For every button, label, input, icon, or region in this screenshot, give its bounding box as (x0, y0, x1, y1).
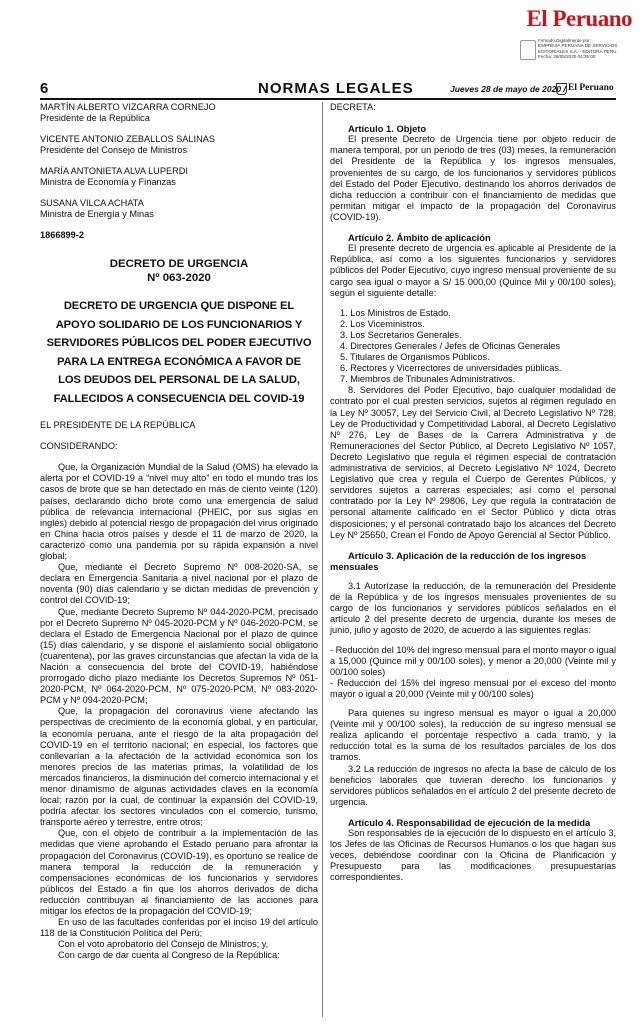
signatory-name: SUSANA VILCA ACHATA (40, 198, 144, 208)
list-item: 3. Los Secretarios Generales. (340, 329, 462, 340)
article-4-text: Son responsables de la ejecución de lo dispuesto en el artículo 3, los Jefes de las Oficinas de Recursos Humanos o los que hagan sus veces, debiéndose coordinar con la Oficina de Planificación y Presupuesto para las modificaciones presupuestarias correspondientes. (330, 828, 616, 883)
signatory-name: MARTÍN ALBERTO VIZCARRA CORNEJO (40, 102, 216, 112)
signatory-role: Presidente de la República (40, 113, 150, 123)
article-2-text: El presente decreto de urgencia es aplicable al Presidente de la República, así como a los siguientes funcionarios y servidores públicos del Poder Ejecutivo, cuyo ingreso mensual proveniente de su cargo sea igual o mayor a S/ 15 000,00 (Quince Mil y 00/100 soles), según el siguiente detalle: (330, 243, 616, 298)
list-item: 6. Rectores y Vicerrectores de universidades públicas. (340, 363, 562, 374)
article-4-title: Artículo 4. Responsabilidad de ejecución de la medida (348, 816, 591, 828)
page-number: 6 (40, 80, 49, 97)
page-header (40, 80, 616, 100)
signature-line: Firmado Digitalmente por: (538, 38, 591, 43)
decree-number: Nº 063-2020 (147, 272, 211, 285)
list-item: 5. Titulares de Organismos Públicos. (340, 352, 490, 363)
digital-signature-icon (520, 40, 536, 60)
article-3-paragraph: Para quienes su ingreso mensual es mayor o igual a 20,000 (Veinte mil y 00/100 soles), la reducción de su ingreso mensual se realiza aplicando el porcentaje respectivo a cada tramo, y la reducción total es la suma de los resultados parciales de los dos tramos. (330, 708, 616, 763)
article-2-title: Artículo 2. Ámbito de aplicación (348, 232, 491, 244)
considerando-paragraph: Que, mediante Decreto Supremo Nº 044-2020-PCM, precisado por el Decreto Supremo Nº 045-2020-PCM y Nº 046-2020-PCM, se declara el Estado de Emergencia Nacional por el plazo de quince (15) días calendario, y se dispone el aislamiento social obligatorio (cuarentena), por las graves circunstancias que afectan la vida de la Nación a consecuencia del brote del COVID-19, habiéndose prorrogado dicho plazo mediante los Decretos Supremos Nº 051-2020-PCM, Nº 064-2020-PCM, Nº 075-2020-PCM, Nº 083-2020-PCM y Nº 094-2020-PCM; (40, 606, 318, 706)
digital-signature-block (538, 38, 638, 60)
decree-title-line: DECRETO DE URGENCIA QUE DISPONE EL (63, 300, 295, 313)
article-1-title: Artículo 1. Objeto (348, 123, 427, 135)
list-item: 1. Los Ministros de Estado. (340, 307, 451, 318)
considerando-paragraph: Que, la Organización Mundial de la Salud (OMS) ha elevado la alerta por el COVID-19 a “nivel muy alto” en todo el mundo tras los casos de brote que se han detectado en más de ciento veinte (120) países, declarando dicho brote como una emergencia de salud pública de relevancia internacional (PHEIC, por sus siglas en inglés) debido al potencial riesgo de propagación del virus originado en China hacia otros países y desde el 11 de marzo de 2020, la caracterizó como una pandemia por su rápida expansión a nivel global; (40, 462, 318, 562)
list-item: 4. Directores Generales / Jefes de Oficinas Generales (340, 341, 561, 351)
considerando-paragraph: Con cargo de dar cuenta al Congreso de la República: (58, 950, 280, 961)
signature-line: EMPRESA PERUANA DE SERVICIOS (538, 43, 618, 49)
signatory-role: Presidente del Consejo de Ministros (40, 145, 188, 155)
signature-line: EDITORIALES S.A. - EDITORA PERU (538, 48, 617, 54)
decree-title-line: FALLECIDOS A CONSECUENCIA DEL COVID-19 (53, 392, 305, 405)
list-item: 7. Miembros de Tribunales Administrativos. (340, 374, 516, 385)
crest-icon (556, 83, 567, 95)
decree-type: DECRETO DE URGENCIA (109, 258, 249, 271)
list-item-8: 8. Servidores del Poder Ejecutivo, bajo cualquier modalidad de contrato por el cual presten servicios, sujetos al régimen regulado en la Ley Nº 30057, Ley del Servicio Civil, al Decreto Legislativo Nº 728, Ley de Productividad y Competitividad Laboral, al Decreto Legislativo Nº 276, Ley de Bases de la Carrera Administrativa y de Remuneraciones del Sector Público, al Decreto Legislativo Nº 1057, Decreto Legislativo que regula el régimen especial de contratación administrativa de servicios, al Decreto Legislativo Nº 1024, Decreto Legislativo que crea y regula el Cuerpo de Gerentes Públicos, y servidores sujetos a carreras especiales; así como el personal contratado por la Ley Nº 29806, Ley que regula la contratación de personal altamente calificado en el Sector Público y dicta otras disposiciones; y el personal contratado bajo los alcances del Decreto Ley Nº 25650, Crean el Fondo de Apoyo Gerencial al Sector Público. (330, 385, 616, 540)
right-column (330, 102, 616, 884)
article-3-paragraph: 3.1 Autorízase la reducción, de la remuneración del Presidente de la República y de los ingresos mensuales provenientes de su cargo de los funcionarios y servidores públicos señalados en el artículo 2 del presente decreto de urgencia, durante los meses de junio, julio y agosto de 2020, de acuerdo a las siguientes reglas: (330, 581, 616, 636)
decree-title-line: PARA LA ENTREGA ECONÓMICA A FAVOR DE (57, 355, 301, 368)
article-3-bullet: - Reducción del 15% del ingreso mensual por el exceso del monto mayor o igual a 20,000 (Veinte mil y 00/100 soles) (330, 677, 616, 699)
considerando-paragraph: Con el voto aprobatorio del Consejo de Ministros; y, (58, 939, 269, 950)
list-item: 2. Los Viceministros. (340, 318, 425, 329)
article-3-paragraph: 3.2 La reducción de ingresos no afecta la base de cálculo de los beneficios laborales que tuvieran derecho los funcionarios y servidores públicos señalados en el artículo 2 del presente decreto de urgencia. (330, 763, 616, 807)
header-brand: El Peruano (568, 83, 614, 93)
signatory-name: MARÍA ANTONIETA ALVA LUPERDI (40, 166, 188, 176)
decree-title-line: APOYO SOLIDARIO DE LOS FUNCIONARIOS Y (55, 318, 303, 331)
decree-title (40, 297, 318, 408)
decree-title-line: LOS DEUDOS DEL PERSONAL DE LA SALUD, (58, 374, 300, 387)
signatory-name: VICENTE ANTONIO ZEBALLOS SALINAS (40, 134, 215, 144)
article-3-title: Artículo 3. Aplicación de la reducción de los ingresos mensuales (330, 549, 587, 572)
header-date: Jueves 28 de mayo de 2020 / (450, 84, 566, 94)
considerando-paragraph: Que, mediante el Decreto Supremo Nº 008-2020-SA, se declara en Emergencia Sanitaria a nivel nacional por el plazo de noventa (90) días calendario y se dictan medidas de prevención y control del COVID-19; (40, 562, 318, 606)
article-3-bullet: - Reducción del 10% del ingreso mensual para el monto mayor o igual a 15,000 (Quince mil y 00/100 soles), y menor a 20,000 (Veinte mil y 00/100 soles) (330, 644, 616, 677)
president-heading: EL PRESIDENTE DE LA REPÚBLICA (40, 420, 196, 431)
section-title: NORMAS LEGALES (258, 80, 414, 97)
considerando-paragraph: En uso de las facultades conferidas por el inciso 19 del artículo 118 de la Constitución Política del Perú; (40, 917, 318, 939)
publication-code: 1866899-2 (40, 230, 84, 240)
left-column (40, 102, 318, 962)
considerando-heading: CONSIDERANDO: (40, 441, 118, 452)
column-divider (322, 102, 323, 1017)
article-1-text: El presente Decreto de Urgencia tiene por objeto reducir de manera temporal, por un periodo de tres (03) meses, la remuneración del Presidente de la República y los ingresos mensuales, provenientes de su cargo, de los funcionarios y servidores públicos del Estado del Poder Ejecutivo, destinando los ahorros derivados de dicha reducción a contribuir con el financiamiento de medidas que permitan mitigar el impacto de la propagación del Coronavirus (COVID-19). (330, 134, 616, 222)
signatory-role: Ministra de Energía y Minas (40, 209, 154, 219)
logo-text: El Peruano (526, 6, 632, 31)
signature-line: Fecha: 28/05/2020 04:35:00 (538, 54, 596, 60)
decreta-heading: DECRETA: (330, 102, 376, 112)
el-peruano-logo (526, 6, 632, 32)
decree-title-line: SERVIDORES PÚBLICOS DEL PODER EJECUTIVO (46, 337, 312, 350)
considerando-paragraph: Que, la propagación del coronavirus viene afectando las perspectivas de crecimiento de la economía global, y en particular, la economía peruana, ante el riesgo de la alta propagación del COVID-19 en el territorio nacional; en especial, los factores que conllevarían a la afectación de la actividad económica son los menores precios de las materias primas, la volatilidad de los mercados financieros, la disminución del comercio internacional y el menor dinamismo de algunas actividades claves en la economía local; razón por la cual, de continuar la expansión del COVID-19, podría afectar los sectores vinculados con el comercio, turismo, transporte aéreo y terrestre, entre otros; (40, 706, 318, 828)
signatory-role: Ministra de Economía y Finanzas (40, 177, 176, 187)
considerando-paragraph: Que, con el objeto de contribuir a la implementación de las medidas que viene aprobando el Estado peruano para afrontar la propagación del Coronavirus (COVID-19), es oportuno se realice de manera temporal la reducción de la remuneración y compensaciones económicas de los funcionarios y servidores públicos del Estado a fin que los ahorros derivados de dicha reducción contribuyan al financiamiento de las acciones para mitigar los efectos de la propagación del COVID-19; (40, 828, 318, 917)
